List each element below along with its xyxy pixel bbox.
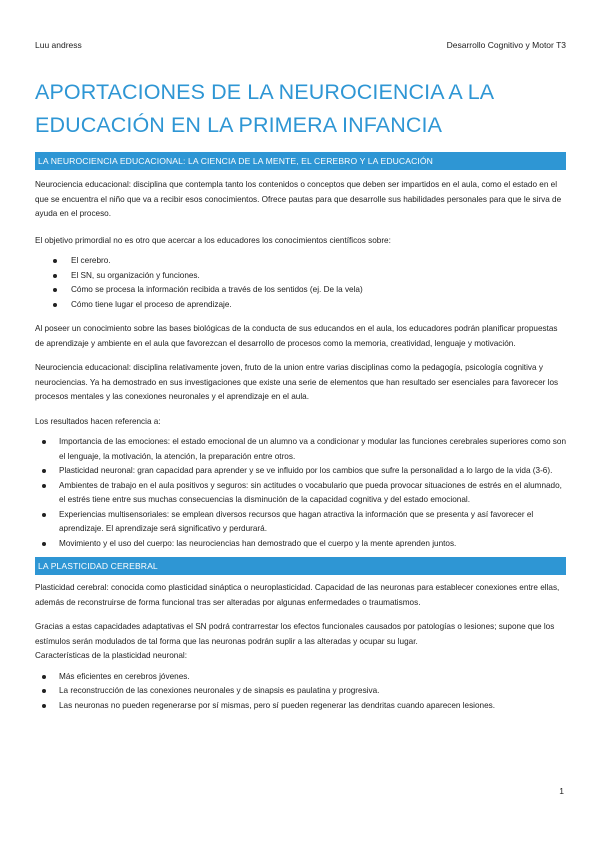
paragraph: El objetivo primordial no es otro que acercar a los educadores los conocimientos científicos sobre: <box>35 235 391 245</box>
paragraph: Al poseer un conocimiento sobre las bases biológicas de la conducta de sus educandos en el aula, los educadores podrán planificar propuestas de aprendizaje y ambiente en el aula que favorezcan el desarrollo de procesos como la memoria, creatividad, lenguaje y motivación. <box>35 324 558 348</box>
list-item: La reconstrucción de las conexiones neuronales y de sinapsis es paulatina y progresiva. <box>35 684 566 699</box>
list-item: Más eficientes en cerebros jóvenes. <box>35 670 566 685</box>
paragraph: Plasticidad cerebral: conocida como plasticidad sináptica o neuroplasticidad. Capacidad de las neuronas para establecer conexiones entre ellas, además de reconstruirse de forma funcional tras ser alteradas por algunas enfermedades o traumatismos. <box>35 583 560 607</box>
page-number: 1 <box>559 786 564 796</box>
bullet-list <box>35 435 566 551</box>
list-item: Cómo tiene lugar el proceso de aprendizaje. <box>35 298 566 313</box>
header-subject: Desarrollo Cognitivo y Motor T3 <box>446 40 566 50</box>
section-heading-plasticidad: LA PLASTICIDAD CEREBRAL <box>35 557 566 575</box>
document-page <box>35 40 566 713</box>
list-item: Las neuronas no pueden regenerarse por sí mismas, pero sí pueden regenerar las dendritas cuando aparecen lesiones. <box>35 699 566 714</box>
list-item: Importancia de las emociones: el estado emocional de un alumno va a condicionar y modular las funciones cerebrales superiores como son el lenguaje, la motivación, la atención, la preparación entre otros. <box>35 435 566 464</box>
header-author: Luu andress <box>35 40 82 50</box>
list-item: Ambientes de trabajo en el aula positivos y seguros: sin actitudes o vocabulario que pueda provocar situaciones de estrés en el alumnado, el estrés tiene entre sus muchas consecuencias la disminución de la capacidad cognitiva y del estado emocional. <box>35 479 566 508</box>
paragraph: Gracias a estas capacidades adaptativas el SN podrá contrarrestar los efectos funcionales causados por patologías o lesiones; supone que los estímulos serán modulados de tal forma que las neuronas podrán suplir a las alteradas y ocupar su lugar. <box>35 622 555 646</box>
list-item: El cerebro. <box>35 254 566 269</box>
paragraph: Neurociencia educacional: disciplina relativamente joven, fruto de la union entre varias disciplinas como la pedagogía, psicología cognitiva y neurociencias. Ya ha demostrado en sus investigaciones que existe una serie de elementos que han resultado ser esenciales para favorecer los procesos mentales y las conexiones neuronales y el aprendizaje en el aula. <box>35 363 559 401</box>
list-item: El SN, su organización y funciones. <box>35 269 566 284</box>
paragraph: Características de la plasticidad neuronal: <box>35 651 188 660</box>
bullet-list <box>35 254 566 312</box>
list-item: Plasticidad neuronal: gran capacidad para aprender y se ve influido por los cambios que sufre la personalidad a lo largo de la vida (3-6). <box>35 464 566 479</box>
document-title: APORTACIONES DE LA NEUROCIENCIA A LA EDUCACIÓN EN LA PRIMERA INFANCIA <box>35 80 494 137</box>
bullet-list <box>35 670 566 714</box>
paragraph: Los resultados hacen referencia a: <box>35 416 161 426</box>
paragraph: Neurociencia educacional: disciplina que contempla tanto los contenidos o conceptos que deben ser impartidos en el aula, como el estado en el que se encuentra el niño que va a recibir esos conocimientos. Ofrece pautas para que desarrolle sus habilidades personales para que le sirva de ayuda en el proceso. <box>35 180 562 218</box>
list-item: Movimiento y el uso del cuerpo: las neurociencias han demostrado que el cuerpo y la mente aprenden juntos. <box>35 537 566 552</box>
list-item: Experiencias multisensoriales: se emplean diversos recursos que hagan atractiva la información que se presenta y así favorecer el aprendizaje. El aprendizaje será significativo y perdurará. <box>35 508 566 537</box>
page-header <box>35 40 566 50</box>
section-heading-neurociencia: LA NEUROCIENCIA EDUCACIONAL: LA CIENCIA DE LA MENTE, EL CEREBRO Y LA EDUCACIÓN <box>35 152 566 170</box>
list-item: Cómo se procesa la información recibida a través de los sentidos (ej. De la vela) <box>35 283 566 298</box>
